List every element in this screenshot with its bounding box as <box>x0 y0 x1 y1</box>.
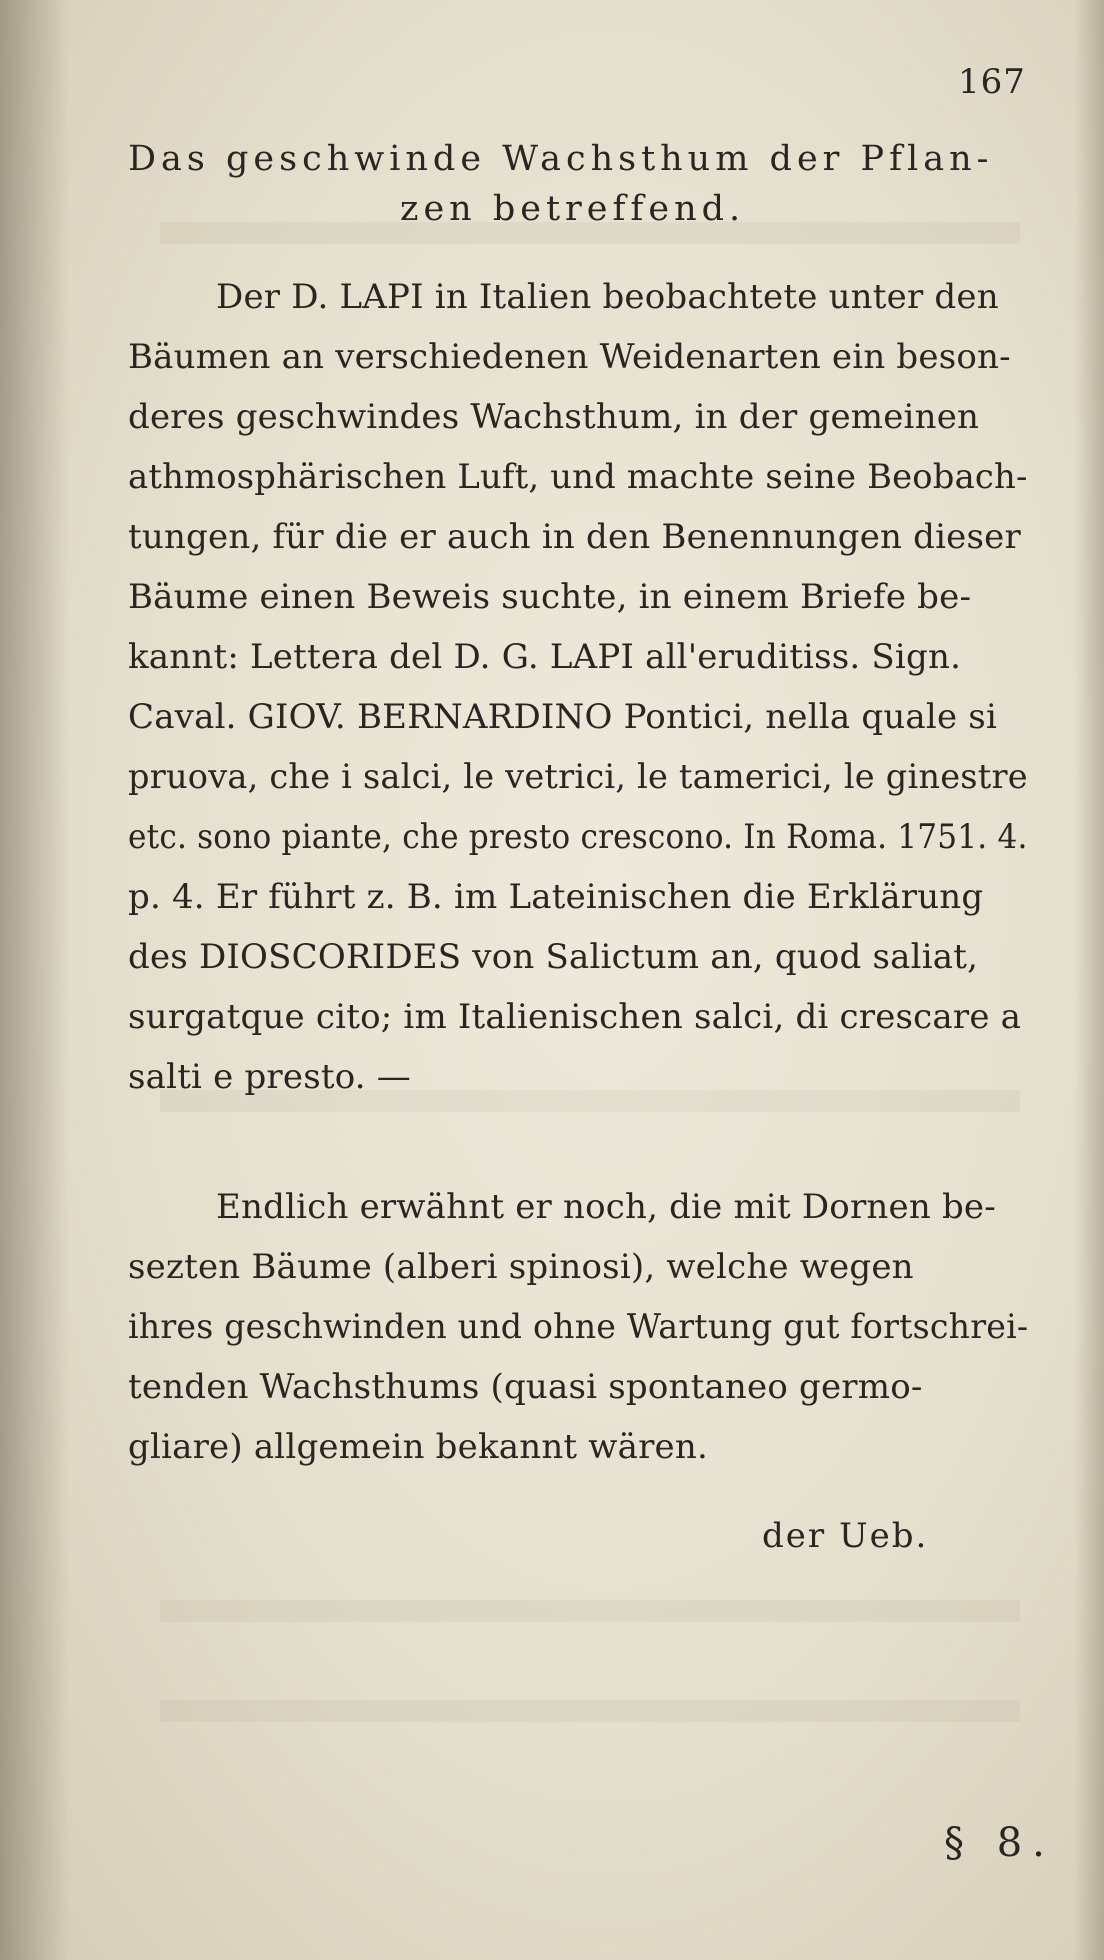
text-line: tungen, für die er auch in den Benennungen dieser <box>128 517 1021 557</box>
page-number: 167 <box>958 62 1026 102</box>
page-edge-shadow <box>1074 0 1104 1960</box>
heading-line-1: Das geschwinde Wachsthum der Pflan- <box>128 139 994 179</box>
text-line: Caval. GIOV. BERNARDINO Pontici, nella quale si <box>128 697 998 737</box>
text-line: ihres geschwinden und ohne Wartung gut fortschrei- <box>128 1307 1029 1347</box>
text-line: etc. sono piante, che presto crescono. In Roma. 1751. 4. <box>128 817 1028 857</box>
binding-shadow <box>0 0 70 1960</box>
bleed-through <box>160 1700 1020 1722</box>
text-line: surgatque cito; im Italienischen salci, di crescare a <box>128 997 1022 1037</box>
text-line: sezten Bäume (alberi spinosi), welche wegen <box>128 1247 914 1287</box>
text-line: pruova, che i salci, le vetrici, le tamerici, le ginestre <box>128 757 1028 797</box>
text-line: tenden Wachsthums (quasi spontaneo germo- <box>128 1367 923 1407</box>
text-line: Der D. LAPI in Italien beobachtete unter den <box>216 277 999 317</box>
heading-line-2: zen betreffend. <box>400 189 746 229</box>
text-line: athmosphärischen Luft, und machte seine Beobach- <box>128 457 1028 497</box>
text-line: des DIOSCORIDES von Salictum an, quod saliat, <box>128 937 979 977</box>
text-line: kannt: Lettera del D. G. LAPI all'eruditiss. Sign. <box>128 637 962 677</box>
bleed-through <box>160 1600 1020 1622</box>
text-line: Bäume einen Beweis suchte, in einem Briefe be- <box>128 577 972 617</box>
section-mark: § 8. <box>944 1820 1055 1866</box>
text-line: p. 4. Er führt z. B. im Lateinischen die Erklärung <box>128 877 984 917</box>
text-line: salti e presto. — <box>128 1057 412 1097</box>
text-line: gliare) allgemein bekannt wären. <box>128 1427 708 1467</box>
text-line: Bäumen an verschiedenen Weidenarten ein beson- <box>128 337 1011 377</box>
text-line: Endlich erwähnt er noch, die mit Dornen be- <box>216 1187 996 1227</box>
text-line: deres geschwindes Wachsthum, in der gemeinen <box>128 397 980 437</box>
signature: der Ueb. <box>762 1516 929 1556</box>
